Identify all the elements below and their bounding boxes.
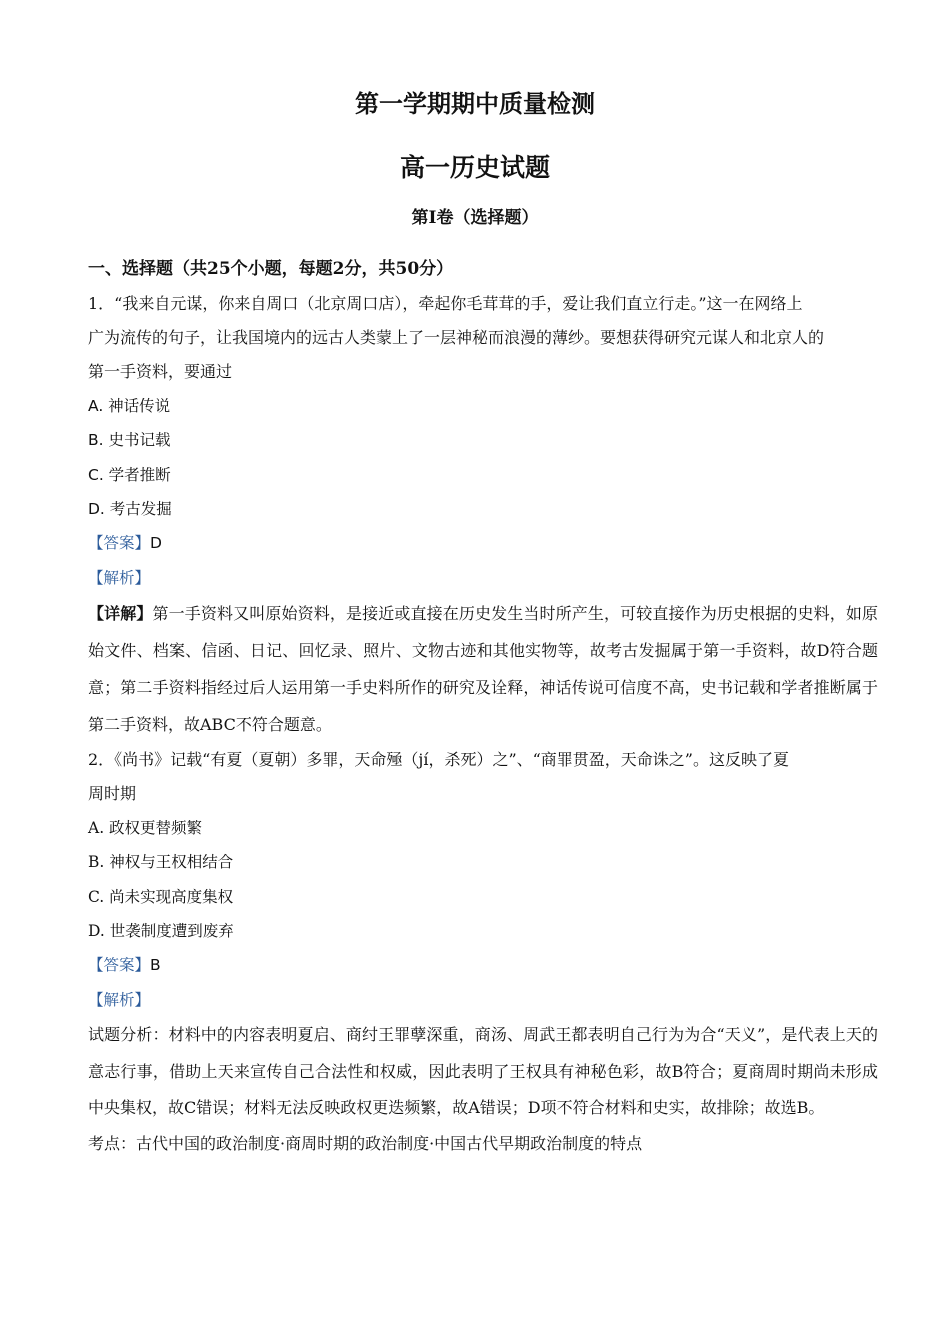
option-c: C. 学者推断 [88,465,171,484]
exam-subject: 高一历史试题 [399,153,550,182]
analysis-tag: 【解析】 [88,990,151,1009]
option-a: A. 神话传说 [88,397,171,415]
question-stem-line: 广为流传的句子，让我国境内的远古人类蒙上了一层神秘而浪漫的薄纱。要想获得研究元谋人和北京人的 [88,328,825,347]
detail-tag: 【详解】 [88,604,153,624]
question-stem-line: 2．《尚书》记载“有夏（夏朝）多罪，天命殛（jí，杀死）之”、“商罪贯盈，天命诛之”。这反映了夏 [88,750,789,770]
volume-heading: 第Ⅰ卷（选择题） [411,208,539,228]
questions-content [88,287,878,1161]
option-c: C. 尚未实现高度集权 [88,887,234,906]
option-d: D. 世袭制度遭到废弃 [88,922,234,941]
analysis-tag: 【解析】 [88,568,151,587]
answer-tag: 【答案】 [88,956,151,975]
answer-row [88,526,878,561]
page-title: 第一学期期中质量检测 [355,89,595,118]
question-stem-line: 周时期 [88,784,137,804]
detail-text: 第一手资料又叫原始资料，是接近或直接在历史发生当时所产生，可较直接作为历史根据的史料，如原始文件、档案、信函、日记、回忆录、照片、文物古迹和其他实物等，故考古发掘属于第一手资料，故D符合题意；第二手资料指经过后人运用第一手史料所作的研究及诠释，神话传说可信度不高，史书记载和学者推断属于第二手资料，故ABC不符合题意。 [88,604,878,735]
answer-value: B [150,956,161,975]
answer-row [88,948,878,983]
analysis-paragraph: 试题分析：材料中的内容表明夏启、商纣王罪孽深重，商汤、周武王都表明自己行为为合“天义”，是代表上天的意志行事，借助上天来宣传自己合法性和权威，因此表明了王权具有神秘色彩，故B符合；夏商周时期尚未形成中央集权，故C错误；材料无法反映政权更迭频繁，故A错误；D项不符合材料和史实，故排除；故选B。 [88,1025,878,1118]
detail-paragraph [88,595,878,743]
analysis-row [88,561,878,596]
answer-tag: 【答案】 [88,534,151,553]
question-stem-line: 1．“我来自元谋，你来自周口（北京周口店），牵起你毛茸茸的手，爱让我们直立行走。”这一在网络上 [88,294,803,313]
analysis-row [88,983,878,1018]
answer-value: D [150,534,162,553]
option-b: B. 神权与王权相结合 [88,853,234,872]
question-2 [88,743,878,1161]
question-stem-line: 第一手资料，要通过 [88,362,233,381]
option-a: A. 政权更替频繁 [88,819,203,838]
question-1 [88,287,878,743]
section-heading: 一、选择题（共25个小题，每题2分，共50分） [88,259,454,279]
option-d: D. 考古发掘 [88,499,172,518]
option-b: B. 史书记载 [88,431,171,450]
kaodian-line: 考点：古代中国的政治制度·商周时期的政治制度·中国古代早期政治制度的特点 [88,1133,643,1153]
